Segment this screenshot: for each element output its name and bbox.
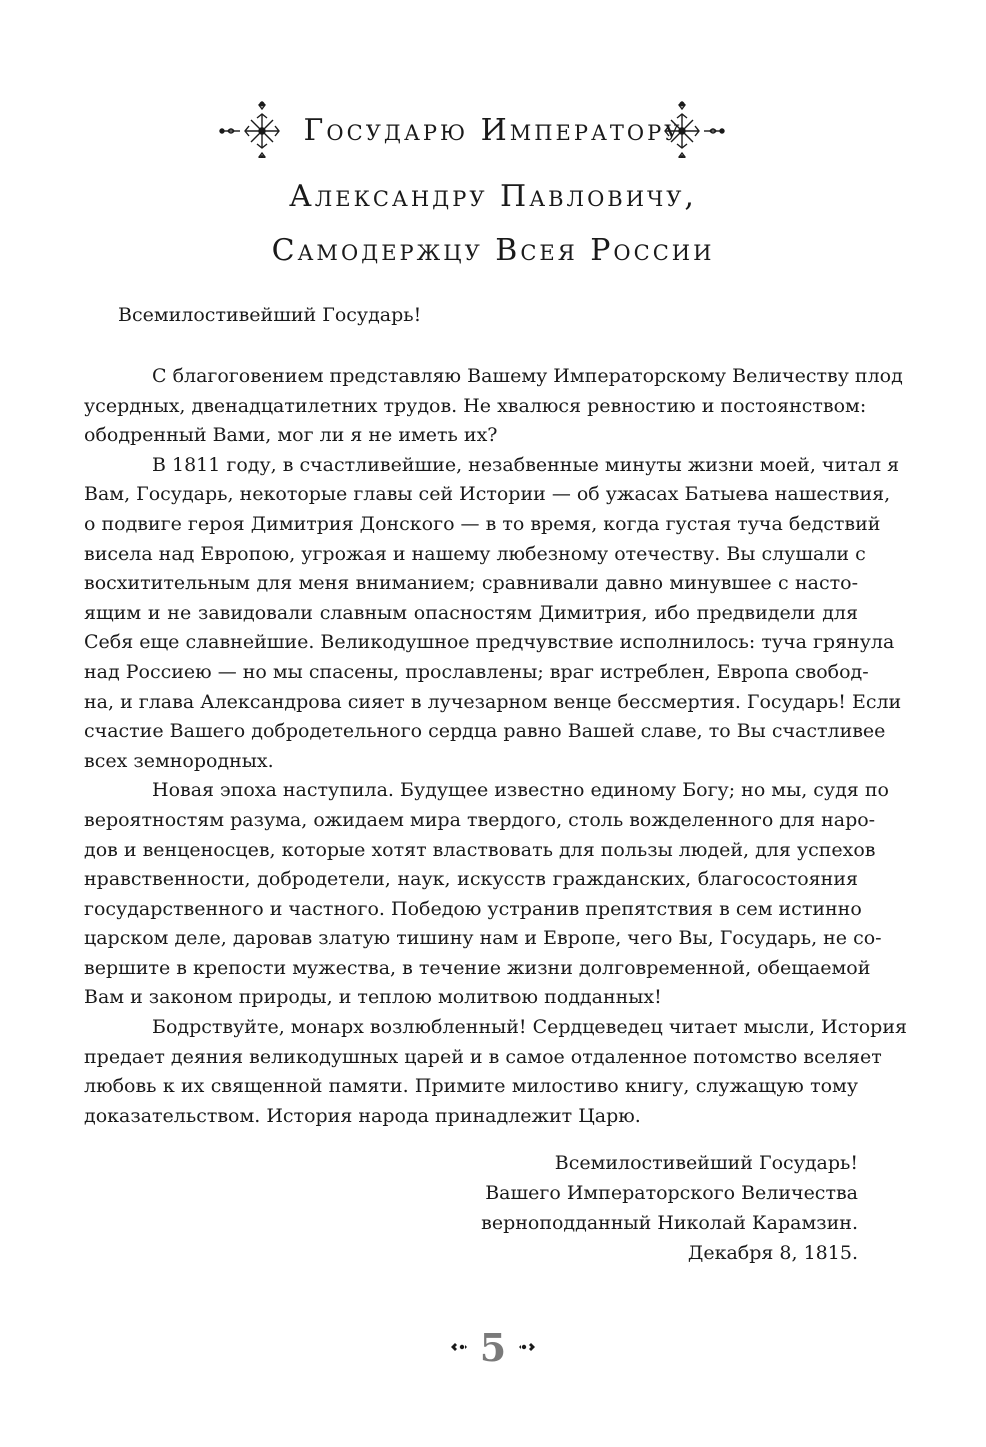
title-line-3: Самодержцу Всея России <box>271 233 715 268</box>
page-ornament-right-icon <box>518 1340 536 1354</box>
text-line: ящим и не завидовали славным опасностям Димитрия, ибо предвидели для <box>84 601 858 624</box>
signature-title: Вашего Императорского Величества <box>485 1182 858 1204</box>
page-ornament-left-icon <box>450 1340 468 1354</box>
text-line: Бодрствуйте, монарх возлюбленный! Сердцеведец читает мысли, История <box>152 1016 907 1039</box>
paragraph-4 <box>84 1013 907 1131</box>
text-line: висела над Европою, угрожая и нашему любезному отечеству. Вы слушали с <box>84 542 866 565</box>
signature-block <box>481 1148 858 1268</box>
signature-date: Декабря 8, 1815. <box>687 1242 858 1264</box>
page-number: 5 <box>479 1324 507 1370</box>
text-line: любовь к их священной памяти. Примите милостиво книгу, служащую тому <box>84 1075 858 1098</box>
text-line: вершите в крепости мужества, в течение жизни долговременной, обещаемой <box>84 956 871 979</box>
text-line: счастие Вашего добродетельного сердца равно Вашей славе, то Вы счастливее <box>84 720 886 743</box>
signature-author: верноподданный Николай Карамзин. <box>481 1212 858 1234</box>
text-line: восхитительным для меня вниманием; сравнивали давно минувшее с насто- <box>84 572 858 595</box>
text-line: дов и венценосцев, которые хотят властвовать для пользы людей, для успехов <box>84 838 876 861</box>
page-number-block <box>0 1318 986 1370</box>
text-line: вероятностям разума, ожидаем мира твердого, столь вожделенного для наро- <box>84 808 876 831</box>
text-line: доказательством. История народа принадлежит Царю. <box>84 1104 641 1127</box>
text-line: усердных, двенадцатилетних трудов. Не хвалюся ревностию и постоянством: <box>84 394 867 417</box>
text-line: Вам, Государь, некоторые главы сей Истории — об ужасах Батыева нашествия, <box>84 483 891 506</box>
salutation: Всемилостивейший Государь! <box>118 304 422 326</box>
text-line: ободренный Вами, мог ли я не иметь их? <box>84 424 498 447</box>
text-line: Себя еще славнейшие. Великодушное предчувствие исполнилось: туча грянула <box>84 631 895 654</box>
text-line: о подвиге героя Димитрия Донского — в то время, когда густая туча бедствий <box>84 512 881 535</box>
text-line: Новая эпоха наступила. Будущее известно единому Богу; но мы, судя по <box>152 779 889 802</box>
text-line: В 1811 году, в счастливейшие, незабвенные минуты жизни моей, читал я <box>152 453 900 476</box>
title-line-1: Государю Императору <box>303 113 683 148</box>
text-line: нравственности, добродетели, наук, искусств гражданских, благосостояния <box>84 868 858 891</box>
text-line: всех земнородных. <box>84 749 274 772</box>
signature-salutation: Всемилостивейший Государь! <box>554 1152 858 1174</box>
text-line: над Россиею — но мы спасены, прославлены; враг истреблен, Европа свобод- <box>84 660 869 683</box>
text-line: предает деяния великодушных царей и в самое отдаленное потомство вселяет <box>84 1045 882 1068</box>
text-line: С благоговением представляю Вашему Императорскому Величеству плод <box>152 365 903 387</box>
text-line: Вам и законом природы, и теплою молитвою подданных! <box>84 986 662 1009</box>
paragraph-2 <box>84 451 902 777</box>
body-text <box>84 362 907 1131</box>
title-line-2: Александру Павловичу, <box>289 179 697 214</box>
text-line: царском деле, даровав златую тишину нам и Европе, чего Вы, Государь, не со- <box>84 927 882 950</box>
text-line: на, и глава Александрова сияет в лучезарном венце бессмертия. Государь! Если <box>84 690 902 713</box>
paragraph-3 <box>84 776 889 1013</box>
text-line: государственного и частного. Победою устранив препятствия в сем истинно <box>84 897 862 920</box>
paragraph-1 <box>84 362 903 451</box>
